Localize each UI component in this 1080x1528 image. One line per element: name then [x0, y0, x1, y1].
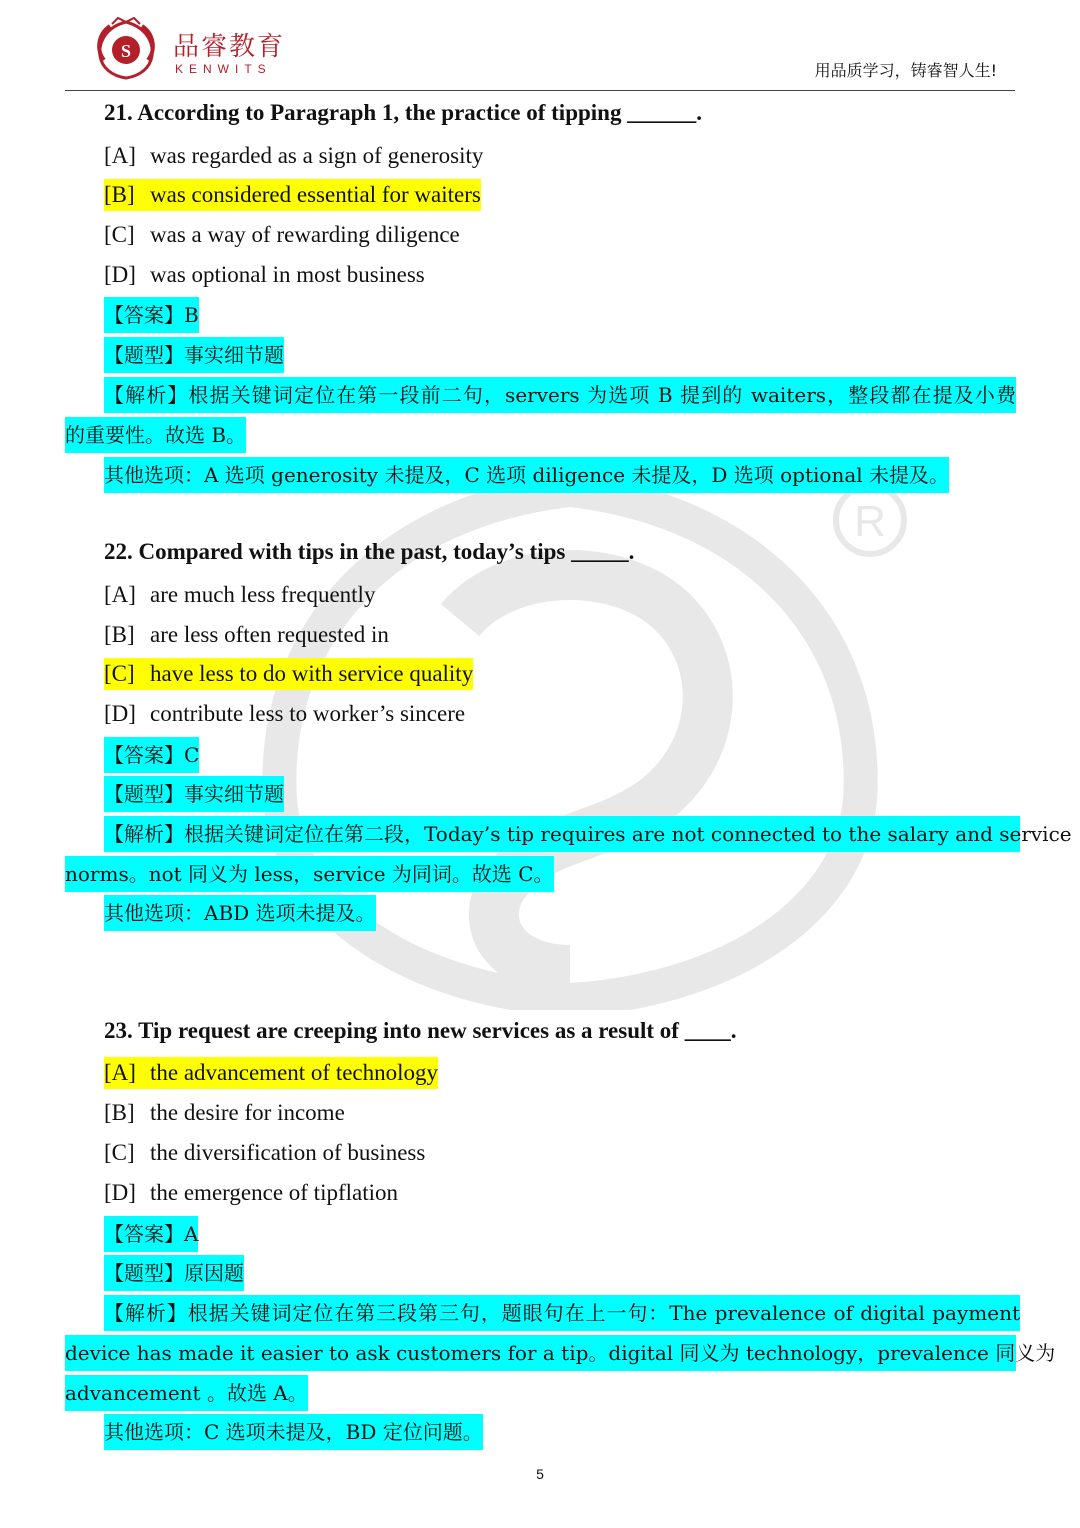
- question-22-option-a: [A] are much less frequently: [104, 582, 376, 607]
- svg-text:S: S: [120, 41, 132, 61]
- svg-text:R: R: [854, 497, 886, 546]
- question-22-other-options: 其他选项：ABD 选项未提及。: [104, 895, 376, 931]
- question-21-option-a: [A] was regarded as a sign of generosity: [104, 143, 484, 168]
- question-22-title: 22. Compared with tips in the past, today’s tips _____.: [104, 539, 635, 564]
- question-21-option-c: [C] was a way of rewarding diligence: [104, 222, 460, 247]
- question-23-type: 【题型】原因题: [104, 1255, 244, 1291]
- question-21-option-b-correct: [B] was considered essential for waiters: [104, 179, 481, 211]
- question-23-analysis-line-2: device has made it easier to ask customers for a tip。digital 同义为 technology，prevalence 同义为: [65, 1335, 1016, 1371]
- question-23-option-d: [D] the emergence of tipflation: [104, 1180, 399, 1205]
- question-22-option-b: [B] are less often requested in: [104, 622, 389, 647]
- question-22-analysis-line-2: norms。not 同义为 less，service 为同词。故选 C。: [65, 856, 554, 892]
- question-22-type: 【题型】事实细节题: [104, 776, 284, 812]
- question-23-analysis-line-1: 【解析】根据关键词定位在第三段第三句，题眼句在上一句：The prevalence of digital payment: [104, 1295, 1020, 1331]
- question-23-option-a-correct: [A] the advancement of technology: [104, 1057, 438, 1089]
- question-23-option-c: [C] the diversification of business: [104, 1140, 426, 1165]
- question-23-other-options: 其他选项：C 选项未提及，BD 定位问题。: [104, 1414, 483, 1450]
- question-23-answer: 【答案】A: [104, 1216, 198, 1252]
- kenwits-logo-icon: [90, 16, 162, 82]
- question-22-option-d: [D] contribute less to worker’s sincere: [104, 701, 466, 726]
- question-21-other-options: 其他选项：A 选项 generosity 未提及，C 选项 diligence 未提及，D 选项 optional 未提及。: [104, 457, 949, 493]
- question-22-answer: 【答案】C: [104, 737, 199, 773]
- question-21-title: 21. According to Paragraph 1, the practice of tipping ______.: [104, 100, 702, 125]
- question-21-analysis-line-1: 【解析】根据关键词定位在第一段前二句，servers 为选项 B 提到的 waiters，整段都在提及小费: [104, 377, 1016, 413]
- question-21-answer: 【答案】B: [104, 297, 199, 333]
- question-21-type: 【题型】事实细节题: [104, 337, 284, 373]
- page-number: 5: [536, 1466, 544, 1482]
- question-23-option-b: [B] the desire for income: [104, 1100, 345, 1125]
- question-23-analysis-line-3: advancement 。故选 A。: [65, 1375, 308, 1411]
- question-21-option-d: [D] was optional in most business: [104, 262, 425, 287]
- page-header: [65, 0, 1015, 91]
- question-22-option-c-correct: [C] have less to do with service quality: [104, 658, 473, 690]
- question-22-analysis-line-1: 【解析】根据关键词定位在第二段，Today’s tip requires are not connected to the salary and service: [104, 816, 1020, 852]
- header-slogan: 用品质学习，铸睿智人生!: [814, 61, 997, 80]
- question-23-title: 23. Tip request are creeping into new services as a result of ____.: [104, 1018, 737, 1043]
- question-21-analysis-line-2: 的重要性。故选 B。: [65, 417, 246, 453]
- brand-name-cn: 品睿教育: [173, 32, 286, 62]
- brand-name-en: KENWITS: [175, 62, 272, 76]
